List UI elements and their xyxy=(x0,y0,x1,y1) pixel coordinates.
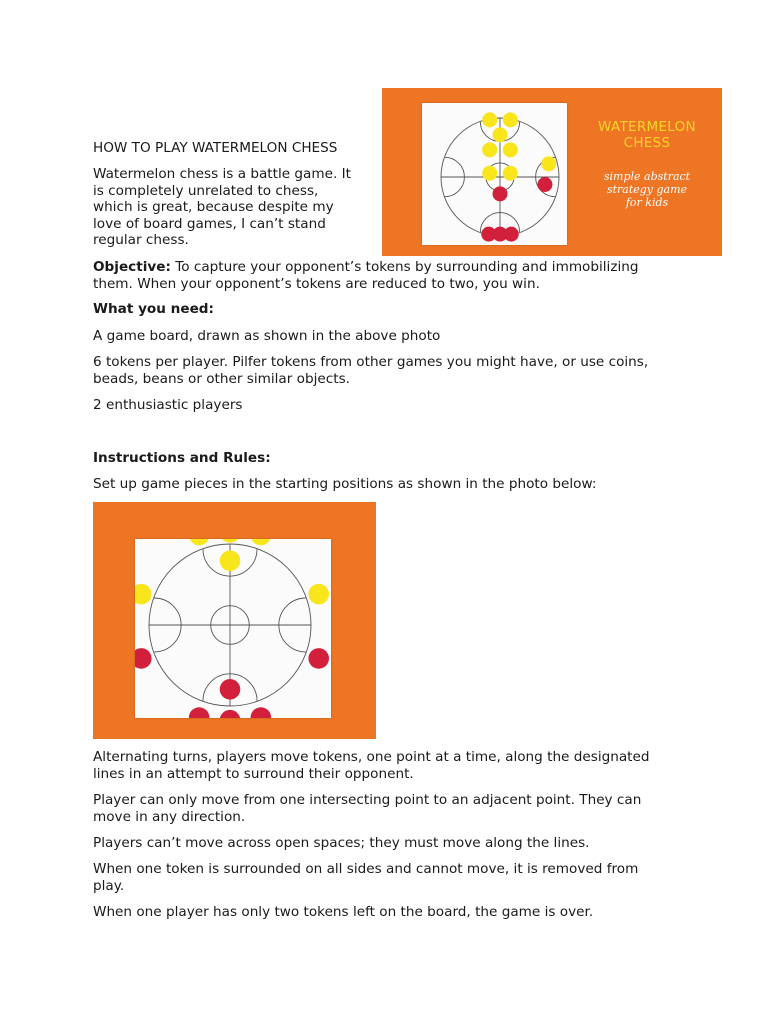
rule-item: When one player has only two tokens left on the board, the game is over. xyxy=(93,904,594,920)
red-token xyxy=(251,707,272,718)
yellow-token xyxy=(251,539,272,545)
setup-game-photo xyxy=(93,502,376,739)
game-board-drawing xyxy=(135,539,331,718)
rule-line: play. xyxy=(93,877,125,894)
yellow-token xyxy=(503,142,518,157)
section-heading-rules: Instructions and Rules: xyxy=(93,450,271,466)
rule-line: Alternating turns, players move tokens, one point at a time, along the designated xyxy=(93,749,650,765)
rule-line: When one token is surrounded on all sides and cannot move, it is removed from xyxy=(93,861,639,877)
red-token xyxy=(308,648,329,669)
board-card xyxy=(135,539,331,718)
rule-line: move in any direction. xyxy=(93,808,246,825)
needs-item-board: A game board, drawn as shown in the above photo xyxy=(93,328,441,344)
game-board-drawing xyxy=(422,103,567,245)
yellow-token xyxy=(482,166,497,181)
red-token xyxy=(220,710,241,718)
rule-item xyxy=(93,749,693,782)
yellow-token xyxy=(541,156,556,171)
objective-label: Objective: xyxy=(93,259,171,275)
overlay-title-line: WATERMELON xyxy=(598,119,696,135)
rule-item: Players can’t move across open spaces; they must move along the lines. xyxy=(93,835,590,851)
rule-item xyxy=(93,792,693,825)
needs-item-tokens xyxy=(93,354,693,387)
yellow-token xyxy=(493,127,508,142)
overlay-tagline-line: simple abstract xyxy=(603,170,691,183)
overlay-tagline-line: for kids xyxy=(625,196,669,209)
needs-item-line: 6 tokens per player. Pilfer tokens from other games you might have, or use coins, xyxy=(93,354,649,370)
rules-setup: Set up game pieces in the starting positions as shown in the photo below: xyxy=(93,476,597,492)
needs-item-line: beads, beans or other similar objects. xyxy=(93,370,350,387)
objective-paragraph xyxy=(93,259,693,292)
yellow-token xyxy=(503,166,518,181)
yellow-token xyxy=(503,112,518,127)
rule-line: lines in an attempt to surround their opponent. xyxy=(93,765,414,782)
red-token xyxy=(220,679,241,700)
yellow-token xyxy=(482,142,497,157)
yellow-token xyxy=(220,550,241,571)
yellow-token xyxy=(220,539,241,543)
rule-line: Player can only move from one intersecting point to an adjacent point. They can xyxy=(93,792,642,808)
intro-paragraph xyxy=(93,166,375,249)
intro-line: regular chess. xyxy=(93,232,189,248)
objective-text: them. When your opponent’s tokens are reduced to two, you win. xyxy=(93,275,540,292)
overlay-title-line: CHESS xyxy=(623,135,671,151)
red-token xyxy=(493,186,508,201)
needs-item-players: 2 enthusiastic players xyxy=(93,397,243,413)
page-title: HOW TO PLAY WATERMELON CHESS xyxy=(93,140,338,156)
overlay-tagline-line: strategy game xyxy=(606,183,688,196)
yellow-token xyxy=(308,584,329,605)
intro-line: love of board games, I can’t stand xyxy=(93,215,326,232)
yellow-token xyxy=(135,584,152,605)
rule-item xyxy=(93,861,693,894)
photo-overlay-tagline xyxy=(587,170,707,209)
section-heading-needs: What you need: xyxy=(93,301,214,317)
intro-line: is completely unrelated to chess, xyxy=(93,182,319,199)
red-token xyxy=(504,227,519,242)
yellow-token xyxy=(482,112,497,127)
board-card xyxy=(422,103,567,245)
yellow-token xyxy=(189,539,210,545)
objective-text: To capture your opponent’s tokens by surrounding and immobilizing xyxy=(170,259,639,275)
intro-line: Watermelon chess is a battle game. It xyxy=(93,166,351,182)
red-token xyxy=(189,707,210,718)
photo-overlay-title xyxy=(587,119,707,151)
red-token xyxy=(135,648,152,669)
header-game-photo xyxy=(382,88,722,256)
intro-line: which is great, because despite my xyxy=(93,199,334,215)
red-token xyxy=(537,177,552,192)
